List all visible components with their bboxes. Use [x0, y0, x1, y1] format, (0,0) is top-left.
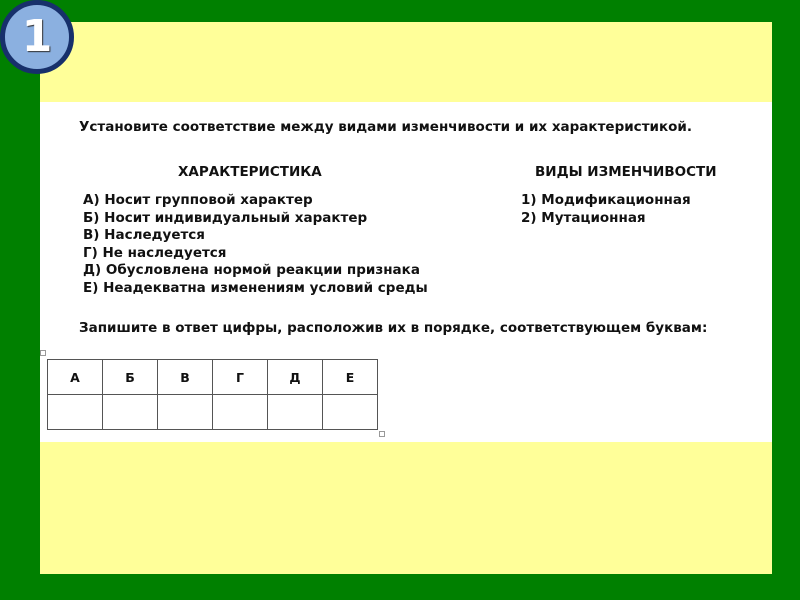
characteristics-list	[83, 192, 428, 297]
letter-cell-a: А	[48, 360, 103, 395]
answer-table-header-row	[48, 360, 378, 395]
table-resize-handle[interactable]	[379, 431, 385, 437]
answer-cell-b[interactable]	[103, 395, 158, 430]
answer-table	[47, 359, 378, 430]
answer-table-values-row	[48, 395, 378, 430]
letter-cell-v: В	[158, 360, 213, 395]
answer-cell-e[interactable]	[323, 395, 378, 430]
characteristic-item-a: А) Носит групповой характер	[83, 192, 313, 208]
answer-cell-v[interactable]	[158, 395, 213, 430]
characteristic-item-e: Е) Неадекватна изменениям условий среды	[83, 279, 428, 296]
characteristic-item-b: Б) Носит индивидуальный характер	[83, 209, 368, 226]
variability-type-item-2: 2) Мутационная	[521, 209, 646, 226]
characteristic-item-v: В) Наследуется	[83, 227, 205, 243]
characteristics-heading: ХАРАКТЕРИСТИКА	[178, 164, 322, 180]
slide-number-badge: 1	[0, 0, 74, 74]
task-prompt: Установите соответствие между видами изменчивости и их характеристикой.	[79, 119, 692, 135]
letter-cell-g: Г	[213, 360, 268, 395]
letter-cell-d: Д	[268, 360, 323, 395]
answer-cell-a[interactable]	[48, 395, 103, 430]
letter-cell-b: Б	[103, 360, 158, 395]
answer-cell-g[interactable]	[213, 395, 268, 430]
table-move-handle[interactable]	[40, 350, 46, 356]
answer-cell-d[interactable]	[268, 395, 323, 430]
task-sheet	[40, 102, 772, 442]
letter-cell-e: Е	[323, 360, 378, 395]
characteristic-item-g: Г) Не наследуется	[83, 244, 227, 261]
variability-types-list	[521, 192, 691, 227]
variability-types-heading: ВИДЫ ИЗМЕНЧИВОСТИ	[535, 164, 717, 180]
characteristic-item-d: Д) Обусловлена нормой реакции признака	[83, 262, 420, 278]
answer-instruction: Запишите в ответ цифры, расположив их в порядке, соответствующем буквам:	[79, 320, 708, 336]
variability-type-item-1: 1) Модификационная	[521, 192, 691, 208]
